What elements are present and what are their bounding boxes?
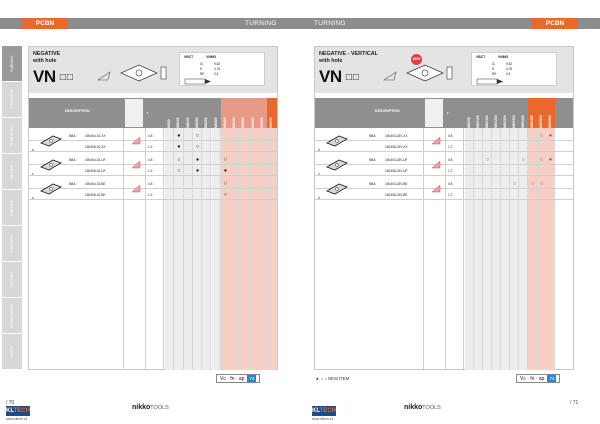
open-circle-mark: ○ [195,133,200,139]
grade-header: NB700 [269,117,274,128]
grade-header: NBV600 [548,115,552,128]
insert-code: 160408-02V-BE [385,193,408,197]
table-row [315,190,573,200]
corner-radius: 0,8 [448,182,453,186]
spec-box: VBCT VNMG IC 9,52 S 4,76 RE 0,4 [471,52,557,86]
open-circle-mark: ○ [539,157,544,163]
spec-box: VBCT VNMG IC 9,52 S 4,76 RE 0,4 [179,52,265,86]
corner-radius: 1,2 [148,193,153,197]
insert-type: NBA [69,134,76,138]
angle-group-label: 85 [31,148,35,152]
kltech-logo: KLTECH [6,408,30,414]
corner-radius: 1,2 [448,193,453,197]
kltech-logo: KLTECH [312,408,336,414]
insert-code: 160404-02-UF [85,158,106,162]
filled-dot-mark: ● [548,133,553,139]
angle-group-label: 86 [317,196,321,200]
open-circle-mark: ○ [539,133,544,139]
application-icon [425,99,443,127]
grade-header: NBV150 [485,115,489,128]
section-label: TURNING [245,20,277,27]
insert-type: NBA [369,182,376,186]
side-tab-tooling[interactable]: TOOLING [2,262,22,297]
grade-header: NB100 [176,117,181,128]
section-label: TURNING [314,20,346,27]
filled-dot-mark: ● [223,168,228,174]
side-tab-grooving[interactable]: GROOVING [2,82,22,117]
page-number: / 70 [6,400,15,406]
cutting-data-link[interactable]: Vc · fn · ap 74 [216,374,260,383]
legend: ●, ○ = NEW ITEM [316,376,350,381]
insert-code: 160408-02-BE [85,193,106,197]
website: www.kltech.cz [6,417,28,421]
open-circle-mark: ○ [521,157,526,163]
table-row [29,166,277,176]
radius-header: r [447,110,449,115]
product-code: VN □□ [33,67,74,86]
grade-header: NBV500 [539,115,543,128]
open-circle-mark: ○ [539,181,544,187]
insert-angle-icon [383,71,397,81]
grade-header: NBV450 [530,115,534,128]
insert-code: 160404-02-BE [85,182,106,186]
new-badge: NEW [411,54,422,65]
website: www.kltech.cz [312,417,334,421]
page-number: / 71 [570,400,579,406]
insert-code: 160404-02V-BE [385,182,408,186]
insert-code: 160408-02-XX [85,145,106,149]
angle-group-label: 86 [31,196,35,200]
grade-header: NB600 [250,117,255,128]
product-panel [28,46,278,370]
corner-radius: 1,2 [148,169,153,173]
product-code: VN □□ [319,67,360,86]
holder-icon [184,78,212,85]
grade-header: NB400 [222,117,227,128]
open-circle-mark: ○ [223,192,228,198]
grade-header: NB200 [194,117,199,128]
insert-code: 160408-02V-UF [385,169,408,173]
insert-code: 160408-02V-XX [385,145,408,149]
nikko-logo: nikkoTOOLS [404,404,441,411]
angle-group-label: 85 [317,148,321,152]
category-tab: PCBN [532,18,578,29]
application-icon [125,99,143,127]
table-row [29,142,277,152]
grade-header: NBV200 [494,115,498,128]
corner-radius: 0,8 [148,182,153,186]
category-tab: PCBN [22,18,68,29]
grade-header: NBV50 [467,117,471,128]
grade-header: NB250 [204,117,209,128]
corner-radius: 0,8 [448,134,453,138]
insert-code: 160404-02V-UF [385,158,408,162]
open-circle-mark: ○ [195,144,200,150]
table-row [315,142,573,152]
open-circle-mark: ○ [177,157,181,163]
grade-header: NB450 [232,117,237,128]
insert-code: 160404-02-XX [85,134,106,138]
insert-angle-icon [97,71,111,81]
insert-type: NBA [369,158,376,162]
insert-drawing [403,57,463,85]
cutting-data-link[interactable]: Vc · fn · ap 74 [516,374,560,383]
side-nav [2,46,22,370]
grade-header: NBV100 [476,115,480,128]
side-tab-drilling[interactable]: DRILLING [2,190,22,225]
grade-header: NBV300 [512,115,516,128]
table-row [315,166,573,176]
corner-radius: 0,8 [448,158,453,162]
filled-dot-mark: ● [548,157,553,163]
product-table [315,128,573,370]
side-tab-milling[interactable]: MILLING [2,154,22,189]
corner-radius: 1,2 [448,145,453,149]
product-table [29,128,277,370]
open-circle-mark: ○ [223,157,228,163]
nikko-logo: nikkoTOOLS [132,404,169,411]
side-tab-threading[interactable]: THREADING [2,118,22,153]
grade-header: NB650 [260,117,264,128]
insert-type: NBA [69,182,76,186]
side-tab-turning[interactable]: TURNING [2,46,22,81]
product-title: NEGATIVE - VERTICAL with hole [319,51,378,64]
top-bar [300,18,600,29]
corner-radius: 1,2 [148,145,153,149]
grade-header: NB500 [241,117,246,128]
corner-radius: 0,8 [148,134,153,138]
side-tab-spare-parts[interactable]: SPARE PARTS [2,298,22,333]
insert-code: 160408-02-UF [85,169,106,173]
product-header [29,47,277,93]
grade-header: NBV250 [503,115,507,128]
insert-drawing [117,57,177,85]
filled-dot-mark: ● [195,157,200,163]
open-circle-mark: ○ [512,181,517,187]
grade-header: NB150 [185,117,190,128]
insert-type: NBA [69,158,76,162]
angle-group-label: 87 [317,172,321,176]
side-tab-index[interactable]: INDEX [2,334,22,369]
table-header: DESCRIPTION [315,98,573,128]
open-circle-mark: ○ [177,168,181,174]
insert-type: NBA [369,134,376,138]
corner-radius: 1,2 [448,169,453,173]
grade-header: NBV400 [521,115,525,128]
product-header [315,47,573,93]
filled-dot-mark: ● [195,168,200,174]
filled-dot-mark: ● [177,133,181,139]
insert-code: 160404-02V-XX [385,134,408,138]
angle-group-label: 87 [31,172,35,176]
grade-header: NB50 [167,119,171,128]
table-row [29,190,277,200]
radius-header: r [147,110,149,115]
table-header: DESCRIPTION [29,98,277,128]
holder-icon [476,78,504,85]
open-circle-mark: ○ [530,181,535,187]
filled-dot-mark: ● [177,144,181,150]
product-title: NEGATIVE with hole [33,51,61,64]
grade-header: NB300 [213,117,218,128]
open-circle-mark: ○ [485,157,490,163]
product-panel [314,46,574,370]
corner-radius: 0,8 [148,158,153,162]
right-page [300,0,600,424]
side-tab-holders[interactable]: HOLDERS [2,226,22,261]
top-bar [0,18,300,29]
open-circle-mark: ○ [223,181,228,187]
